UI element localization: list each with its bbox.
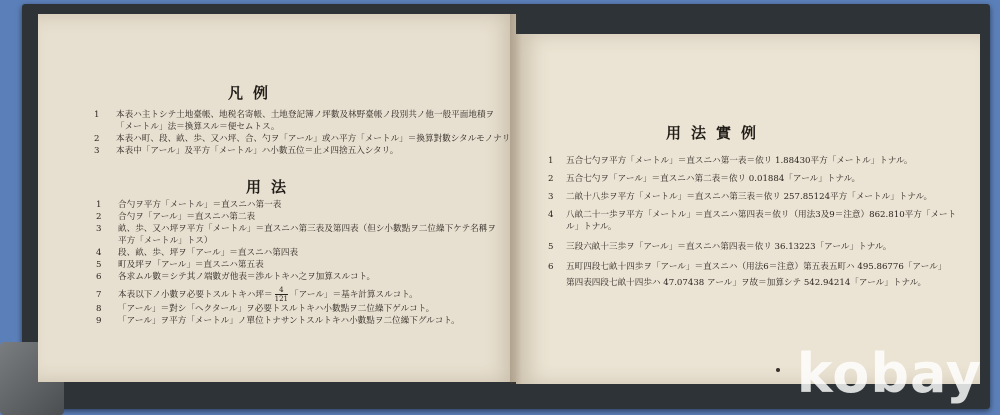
note-line: 3 本表中「アール」及平方「メートル」ハ小數五位＝止メ四捨五入シタリ。 [94, 146, 399, 156]
usage-line: 6 各求ムル數＝シテ其ノ端數ガ他表＝渉ルトキハ之ヲ加算スルコト。 [96, 272, 376, 282]
fraction: $\frac{4}{121}$ [274, 286, 288, 303]
usage-line: 4 段、畝、歩、坪ヲ「アール」＝直スニハ第四表 [96, 248, 299, 258]
example-line: 4 八畝二十一歩ヲ平方「メートル」＝直スニハ第四表＝依リ（用法3及9＝注意）862.810平方「メート [548, 210, 957, 220]
usage-line: 平方「メートル」トス） [118, 236, 213, 246]
right-page [516, 34, 980, 384]
book-gutter [510, 14, 522, 384]
usage-line: 2 合勺ヲ「アール」＝直スニハ第二表 [96, 212, 256, 222]
left-page [38, 14, 516, 382]
example-line: ル」トナル。 [566, 222, 617, 232]
example-line: 2 五合七勺ヲ「アール」＝直スニハ第二表＝依リ 0.01884「アール」トナル。 [548, 174, 861, 184]
example-line: 第四表四段七畝十四歩ハ 47.07438 アール」ヲ故＝加算シテ 542.94214「アール」トナル。 [566, 278, 927, 288]
usage-line: 8 「アール」＝對シ「ヘクタール」ヲ必要トスルトキハ小數點ヲ二位繰下ゲルコト。 [96, 304, 435, 314]
left-heading-usage: 用法 [246, 178, 297, 196]
example-line: 1 五合七勺ヲ平方「メートル」＝直スニハ第一表＝依リ 1.88430平方「メートル」トナル。 [548, 156, 913, 166]
note-line: 「メートル」法＝換算スル＝便セムトス。 [116, 122, 280, 132]
note-line: 1 本表ハ主トシテ土地臺帳、地税名寄帳、土地登記簿ノ坪數及林野臺帳ノ段別共ノ他一般平面地積ヲ [94, 110, 495, 120]
usage-line: 3 畝、歩、又ハ坪ヲ平方「メートル」＝直スニハ第三表及第四表（但シ小數點ヲ二位繰下ケテ名稱ヲ [96, 224, 496, 234]
example-line: 3 二畝十八歩ヲ平方「メートル」＝直スニハ第三表＝依リ 257.85124平方「メートル」トナル。 [548, 192, 933, 202]
right-heading-examples: 用法實例 [666, 124, 767, 142]
example-line: 5 三段六畝十三歩ヲ「アール」＝直スニハ第四表＝依リ 36.13223「アール」トナル。 [548, 242, 892, 252]
usage-line: 1 合勺ヲ平方「メートル」＝直スニハ第一表 [96, 200, 282, 210]
watermark-logo: kobay [796, 342, 982, 405]
example-line: 6 五町四段七畝十四歩ヲ「アール」＝直スニハ（用法6＝注意）第五表五町ハ 495.86776「アール」 [548, 262, 947, 272]
page-mark [776, 368, 780, 372]
note-line: 2 本表ハ町、段、畝、歩、又ハ坪、合、勺ヲ「アール」或ハ平方「メートル」＝換算對數シタルモノナリ [94, 134, 511, 144]
usage-line-fraction: 7 本表以下ノ小數ヲ必要トスルトキハ坪＝ $\frac{4}{121}$ 「アール」＝基キ計算スルコト。 [96, 286, 418, 303]
usage-line: 9 「アール」ヲ平方「メートル」ノ單位トナサントスルトキハ小數點ヲ二位繰下グルコト。 [96, 316, 460, 326]
usage-line: 5 町及坪ヲ「アール」＝直スニハ第五表 [96, 260, 264, 270]
left-heading-notes: 凡例 [228, 84, 279, 102]
